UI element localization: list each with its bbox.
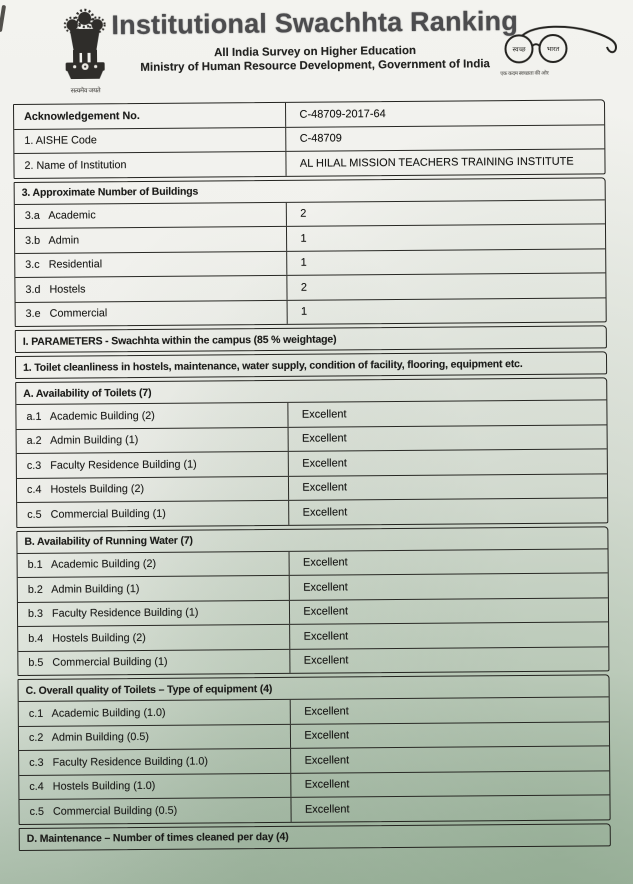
table-row [19, 770, 609, 799]
row-label: b.2 Admin Building (1) [27, 582, 140, 596]
table-row [17, 473, 607, 502]
row-label: c.3 Faculty Residence Building (1) [26, 458, 197, 472]
row-label: c.3 Faculty Residence Building (1.0) [29, 755, 209, 769]
row-label: 3.d Hostels [25, 283, 86, 296]
row-value: Excellent [288, 425, 607, 451]
row-value: Excellent [288, 449, 607, 475]
row-value: Excellent [289, 598, 608, 624]
row-label: a.2 Admin Building (1) [26, 434, 139, 448]
table-row [18, 548, 608, 577]
row-value: Excellent [291, 771, 610, 797]
row-value: Excellent [290, 647, 609, 673]
row-value: 1 [286, 224, 605, 250]
section-header-label: I. PARAMETERS - Swachhta within the campus (85 % weightage) [22, 332, 337, 348]
row-label: c.5 Commercial Building (1) [27, 507, 166, 521]
table-row [18, 621, 608, 650]
row-label: a.1 Academic Building (2) [26, 409, 155, 423]
section-header-row [16, 326, 606, 352]
row-label: Acknowledgement No. [24, 109, 140, 123]
row-value: C-48709 [286, 125, 605, 151]
row-value: 2 [286, 200, 605, 226]
table-row [15, 199, 605, 228]
table-row [19, 794, 609, 823]
row-label: c.5 Commercial Building (0.5) [29, 804, 178, 818]
table-block [15, 325, 607, 353]
row-value: Excellent [288, 400, 607, 426]
page-title: Institutional Swachhta Ranking [111, 5, 519, 41]
table-block [16, 526, 609, 676]
table-row [15, 248, 605, 277]
table-block [18, 674, 611, 824]
table-row [16, 399, 606, 428]
table-row [14, 100, 604, 128]
row-value: Excellent [291, 795, 610, 821]
row-label: 1. AISHE Code [24, 134, 97, 148]
table-block [15, 351, 607, 379]
emblem-caption: सत्यमेव जयते [70, 87, 101, 95]
row-label: 3.e Commercial [25, 307, 108, 321]
section-header-row [20, 824, 610, 850]
form-header [0, 0, 633, 103]
table-row [17, 448, 607, 477]
row-label: 2. Name of Institution [24, 158, 127, 172]
table-row [18, 646, 608, 675]
lens-text-right: भारत [546, 45, 560, 54]
section-header-label: 1. Toilet cleanliness in hostels, maintenance, water supply, condition of facility, flooring, equipment etc. [23, 357, 523, 374]
row-label: b.1 Academic Building (2) [27, 558, 157, 572]
table-block [13, 99, 606, 178]
swachh-bharat-logo [492, 17, 625, 77]
table-row [18, 572, 608, 601]
row-label: b.3 Faculty Residence Building (1) [27, 606, 199, 621]
table-row [19, 696, 609, 725]
table-row [17, 497, 607, 526]
row-value: 2 [287, 273, 606, 299]
table-row [14, 124, 604, 153]
table-row [14, 148, 604, 177]
row-label: c.4 Hostels Building (1.0) [29, 780, 156, 794]
swachh-tagline: एक कदम स्वच्छता की ओर [500, 70, 549, 77]
row-value: AL HILAL MISSION TEACHERS TRAINING INSTITUTE [286, 149, 605, 175]
row-label: 3.a Academic [24, 209, 96, 223]
section-header-label: B. Availability of Running Water (7) [24, 534, 193, 548]
row-value: Excellent [289, 498, 608, 524]
row-label: c.1 Academic Building (1.0) [28, 706, 166, 720]
subtitle-ministry: Ministry of Human Resource Development, Government of India [140, 58, 490, 74]
row-value: 1 [287, 249, 606, 275]
table-block [14, 177, 607, 327]
row-value: Excellent [288, 474, 607, 500]
row-value: Excellent [290, 722, 609, 748]
row-value: Excellent [289, 573, 608, 599]
section-header-label: D. Maintenance – Number of times cleaned per day (4) [26, 830, 289, 845]
table-block [15, 377, 608, 527]
row-value: 1 [287, 298, 606, 324]
row-label: 3.b Admin [25, 234, 80, 247]
row-value: C-48709-2017-64 [285, 100, 604, 126]
section-header-label: C. Overall quality of Toilets – Type of equipment (4) [25, 682, 273, 697]
subtitle-survey: All India Survey on Higher Education [213, 44, 417, 60]
row-value: Excellent [290, 746, 609, 772]
form-table [13, 99, 611, 853]
title-block [95, 6, 536, 75]
row-label: 3.c Residential [25, 258, 103, 272]
row-label: b.4 Hostels Building (2) [28, 631, 146, 645]
table-row [16, 297, 606, 326]
row-label: b.5 Commercial Building (1) [28, 656, 168, 670]
table-row [17, 424, 607, 453]
section-header-row [16, 352, 606, 378]
table-row [19, 721, 609, 750]
table-row [15, 272, 605, 301]
gandhi-spectacles-icon [492, 17, 625, 70]
row-value: Excellent [290, 697, 609, 723]
section-header-label: A. Availability of Toilets (7) [23, 386, 152, 400]
lens-text-left: स्वच्छ [512, 46, 526, 54]
table-row [15, 223, 605, 252]
row-label: c.2 Admin Building (0.5) [28, 731, 150, 745]
table-row [18, 597, 608, 626]
table-block [19, 823, 611, 851]
table-row [19, 745, 609, 774]
row-value: Excellent [289, 622, 608, 648]
section-header-label: 3. Approximate Number of Buildings [21, 185, 199, 199]
row-label: c.4 Hostels Building (2) [26, 483, 145, 497]
row-value: Excellent [289, 549, 608, 575]
